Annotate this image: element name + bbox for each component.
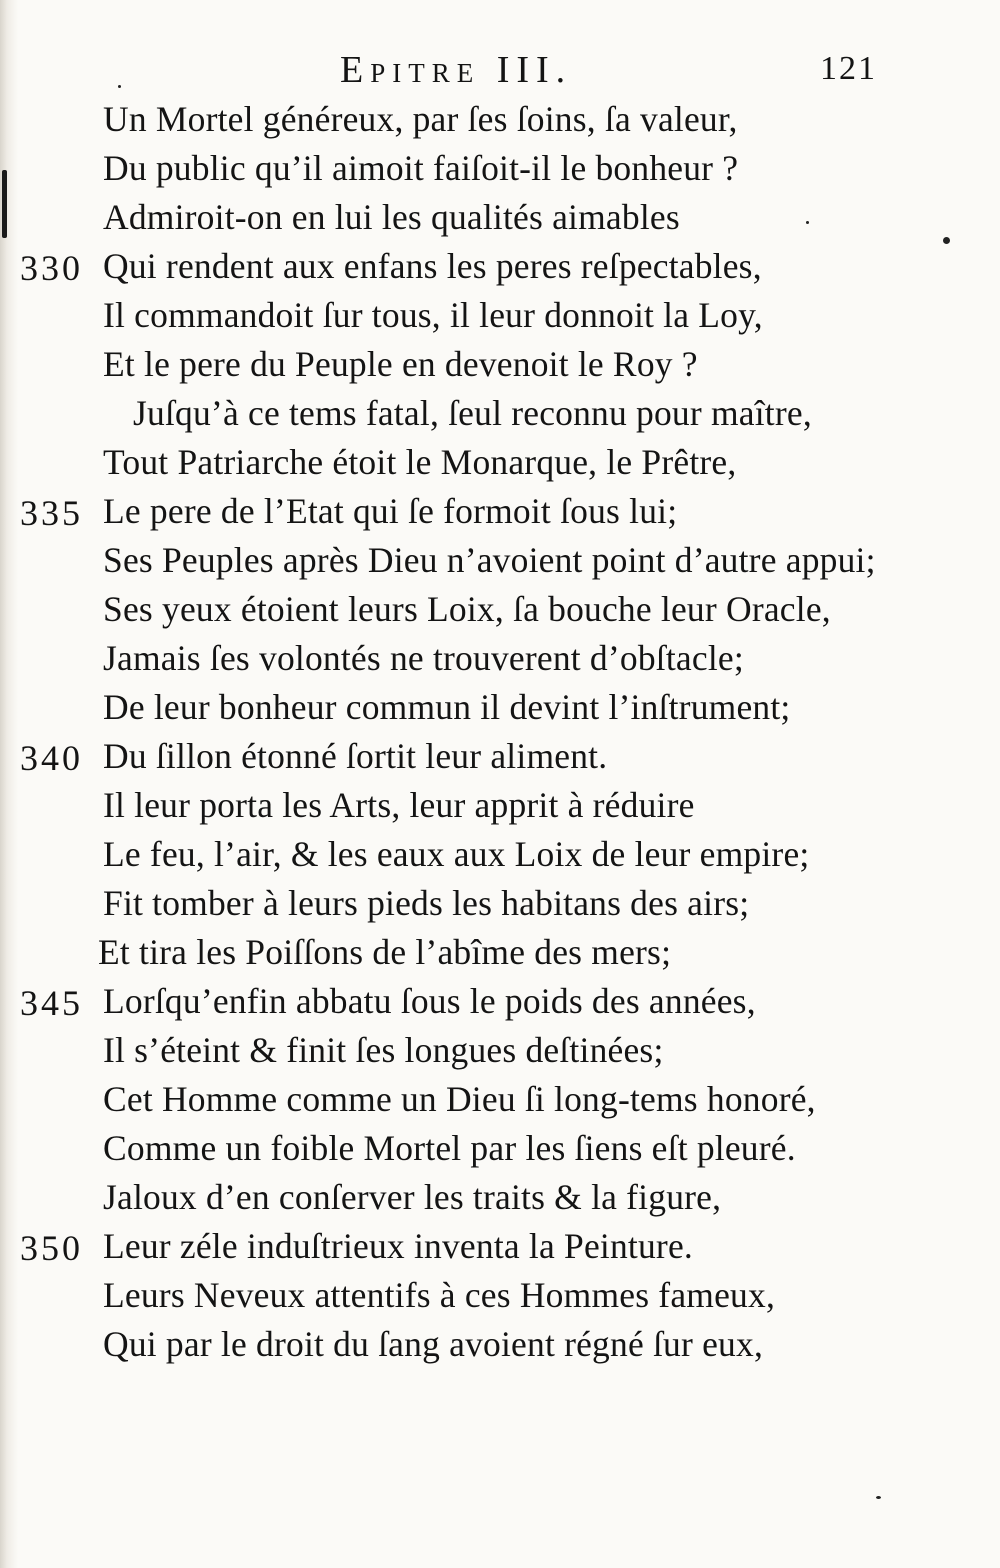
verse-text: Il commandoit ſur tous, il leur donnoit la Loy, <box>103 295 763 335</box>
verse-line <box>0 1029 1000 1078</box>
line-number: 340 <box>20 738 83 778</box>
verse-text: Qui par le droit du ſang avoient régné ſur eux, <box>103 1324 764 1364</box>
line-number: 330 <box>20 248 83 288</box>
verse-text: Admiroit-on en lui les qualités aimables <box>103 197 680 237</box>
line-number: 335 <box>20 493 83 533</box>
verse-text: Ses yeux étoient leurs Loix, ſa bouche leur Oracle, <box>103 589 831 629</box>
verse-line <box>0 539 1000 588</box>
verse-text: Du public qu’il aimoit faiſoit-il le bonheur ? <box>103 148 739 188</box>
verse-line <box>0 686 1000 735</box>
verse-text: Et tira les Poiſſons de l’abîme des mers; <box>98 932 672 972</box>
verse-text: Fit tomber à leurs pieds les habitans des airs; <box>103 883 750 923</box>
verse-line <box>0 343 1000 392</box>
verse-line <box>0 196 1000 245</box>
verse-text: Leurs Neveux attentifs à ces Hommes fameux, <box>103 1275 776 1315</box>
running-title: Epitre III. <box>340 49 573 91</box>
verse-line <box>0 931 1000 980</box>
verse-text: Le feu, l’air, & les eaux aux Loix de leur empire; <box>103 834 810 874</box>
line-number: 345 <box>20 983 83 1023</box>
verse-text: Comme un foible Mortel par les ſiens eſt pleuré. <box>103 1128 796 1168</box>
verse-line <box>0 1274 1000 1323</box>
verse-text: Juſqu’à ce tems fatal, ſeul reconnu pour maître, <box>133 393 812 433</box>
verse-line <box>0 441 1000 490</box>
verse-line <box>0 392 1000 441</box>
verse-line <box>0 245 1000 294</box>
verse-text: De leur bonheur commun il devint l’inſtrument; <box>103 687 791 727</box>
verse-line <box>0 735 1000 784</box>
verse-text: Cet Homme comme un Dieu ſi long-tems honoré, <box>103 1079 816 1119</box>
verse-block <box>0 98 1000 1372</box>
page-header <box>0 48 1000 100</box>
verse-line <box>0 588 1000 637</box>
ink-speck <box>943 237 950 244</box>
verse-line <box>0 98 1000 147</box>
verse-text: Jamais ſes volontés ne trouverent d’obſtacle; <box>103 638 744 678</box>
verse-text: Ses Peuples après Dieu n’avoient point d’autre appui; <box>103 540 876 580</box>
verse-line <box>0 784 1000 833</box>
line-number: 350 <box>20 1228 83 1268</box>
page-number: 121 <box>820 50 877 87</box>
verse-text: Il s’éteint & finit ſes longues deſtinées; <box>103 1030 664 1070</box>
verse-line <box>0 882 1000 931</box>
verse-line <box>0 147 1000 196</box>
verse-text: Leur zéle induſtrieux inventa la Peinture. <box>103 1226 693 1266</box>
verse-line <box>0 980 1000 1029</box>
verse-line <box>0 1323 1000 1372</box>
verse-line <box>0 833 1000 882</box>
verse-text: Du ſillon étonné ſortit leur aliment. <box>103 736 608 776</box>
ink-speck <box>876 1496 881 1499</box>
verse-text: Un Mortel généreux, par ſes ſoins, ſa valeur, <box>103 99 738 139</box>
verse-text: Le pere de l’Etat qui ſe formoit ſous lui; <box>103 491 678 531</box>
verse-text: Il leur porta les Arts, leur apprit à réduire <box>103 785 695 825</box>
verse-text: Lorſqu’enfin abbatu ſous le poids des années, <box>103 981 756 1021</box>
verse-text: Tout Patriarche étoit le Monarque, le Prêtre, <box>103 442 737 482</box>
verse-line <box>0 1127 1000 1176</box>
verse-text: Qui rendent aux enfans les peres reſpectables, <box>103 246 762 286</box>
verse-line <box>0 490 1000 539</box>
verse-line <box>0 1078 1000 1127</box>
verse-text: Et le pere du Peuple en devenoit le Roy ? <box>103 344 698 384</box>
verse-text: Jaloux d’en conſerver les traits & la figure, <box>103 1177 722 1217</box>
ink-speck <box>806 221 809 224</box>
verse-line <box>0 294 1000 343</box>
ink-speck <box>118 85 121 88</box>
verse-line <box>0 637 1000 686</box>
verse-line <box>0 1225 1000 1274</box>
verse-line <box>0 1176 1000 1225</box>
